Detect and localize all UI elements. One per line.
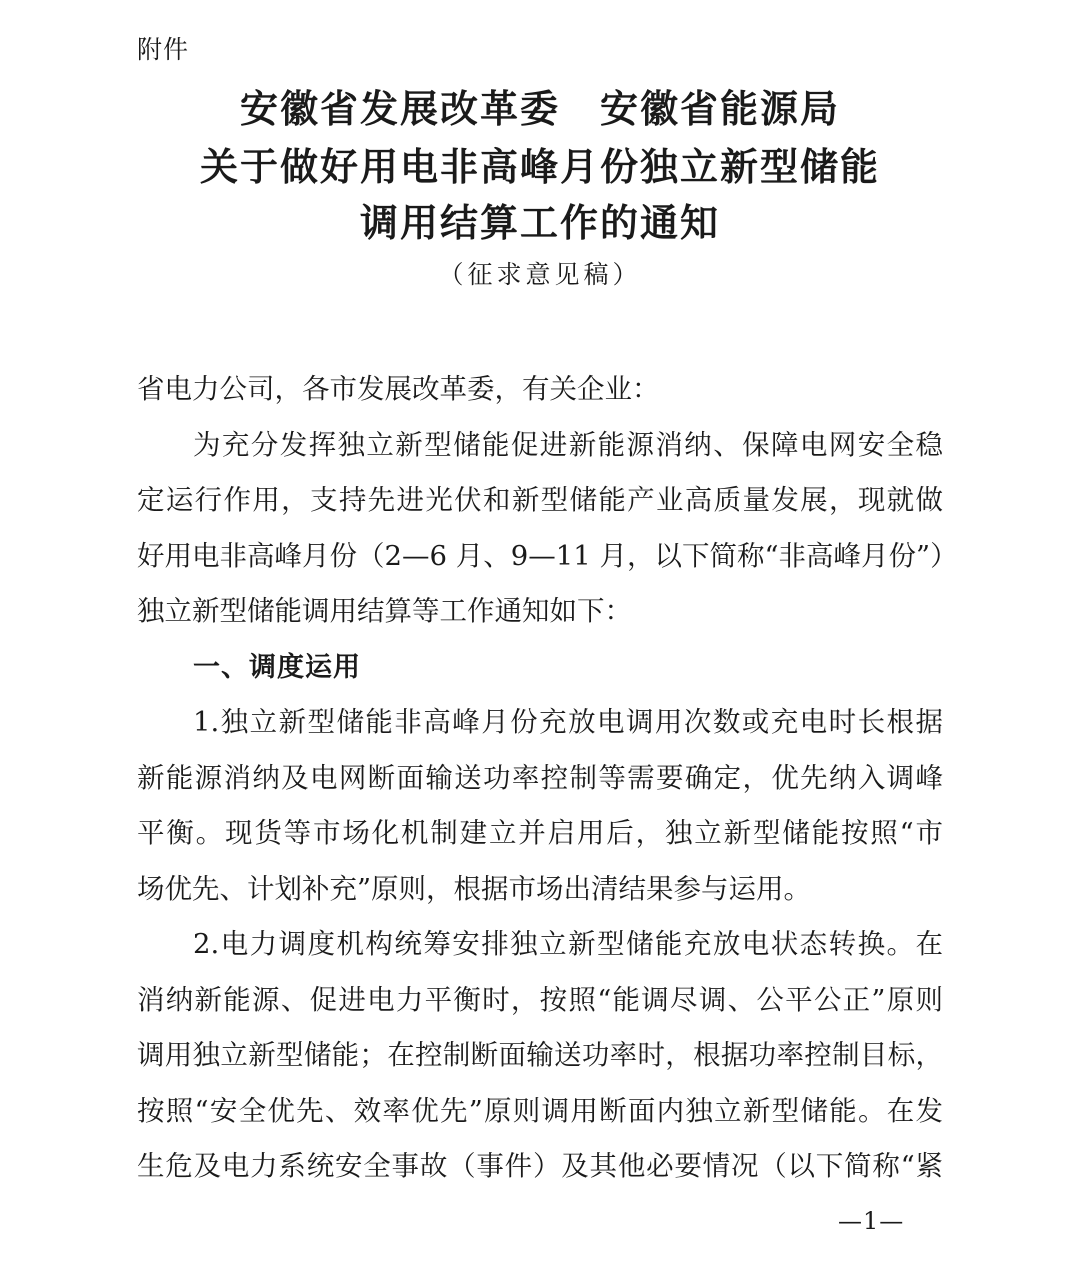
item1-line-4: 场优先、计划补充”原则，根据市场出清结果参与运用。 xyxy=(137,872,812,905)
item1-line-2: 新能源消纳及电网断面输送功率控制等需要确定，优先纳入调峰 xyxy=(137,761,943,794)
attachment-label: 附件 xyxy=(137,35,190,64)
section-heading: 一、调度运用 xyxy=(193,651,361,683)
title-line-1: 安徽省发展改革委 安徽省能源局 xyxy=(239,87,840,131)
item2-line-3: 调用独立新型储能；在控制断面输送功率时，根据功率控制目标， xyxy=(137,1039,943,1071)
addressee: 省电力公司，各市发展改革委，有关企业： xyxy=(137,373,660,405)
item2-line-1: 2.电力调度机构统筹安排独立新型储能充放电状态转换。在 xyxy=(193,928,943,960)
intro-line-1: 为充分发挥独立新型储能促进新能源消纳、保障电网安全稳 xyxy=(193,428,943,461)
title-line-2: 关于做好用电非高峰月份独立新型储能 xyxy=(199,145,880,189)
intro-line-4: 独立新型储能调用结算等工作通知如下： xyxy=(137,595,632,627)
item1-line-3: 平衡。现货等市场化机制建立并启用后，独立新型储能按照“市 xyxy=(137,817,943,849)
item2-line-5: 生危及电力系统安全事故（事件）及其他必要情况（以下简称“紧 xyxy=(137,1150,943,1182)
intro-line-2: 定运行作用，支持先进光伏和新型储能产业高质量发展，现就做 xyxy=(137,484,943,516)
draft-subtitle: （征求意见稿） xyxy=(438,260,642,289)
page-number: —1— xyxy=(838,1207,905,1235)
title-line-3: 调用结算工作的通知 xyxy=(359,201,720,245)
intro-line-3: 好用电非高峰月份（2—6 月、9—11 月，以下简称“非高峰月份”） xyxy=(137,539,958,572)
item2-line-2: 消纳新能源、促进电力平衡时，按照“能调尽调、公平公正”原则 xyxy=(137,983,943,1016)
item1-line-1: 1.独立新型储能非高峰月份充放电调用次数或充电时长根据 xyxy=(193,706,943,738)
item2-line-4: 按照“安全优先、效率优先”原则调用断面内独立新型储能。在发 xyxy=(137,1094,943,1127)
document-body xyxy=(137,362,958,1195)
